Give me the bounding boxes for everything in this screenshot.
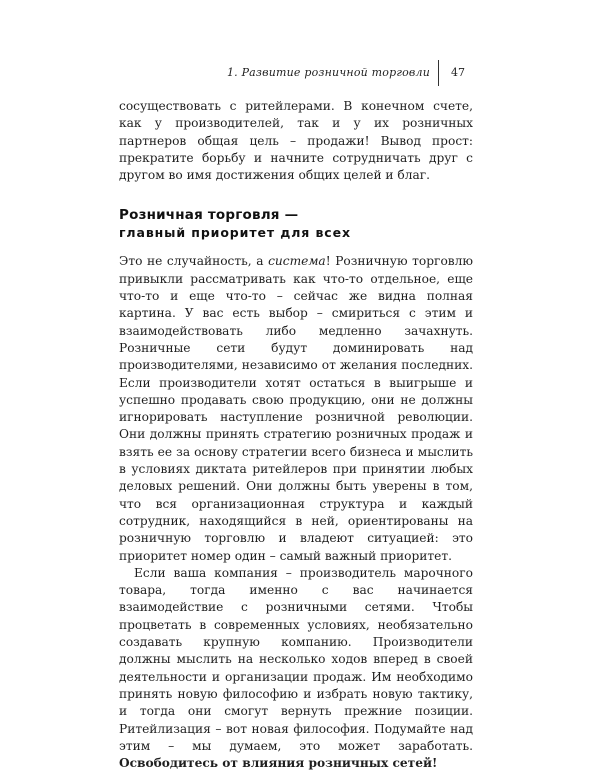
page-number: 47 (451, 66, 465, 79)
section-heading-line1: Розничная торговля — (119, 207, 299, 224)
section-heading-line2: главный приоритет для всех (119, 225, 351, 241)
section-heading (119, 207, 473, 241)
paragraph-1-rest: ! Розничную торговлю привыкли рассматривать как что-то отдельное, еще что-то и еще что-то – сейчас же видна полная картина. У вас есть выбор – смириться с этим и взаимодействовать либо медленно зачахнуть. Розничные сети будут доминировать над производителями, независимо от желания последних. Если производители хотят остаться в выигрыше и успешно продавать свою продукцию, они не должны игнорировать наступление розничной революции. Они должны принять стратегию розничных продаж и взять ее за основу стратегии всего бизнеса и мыслить в условиях диктата ритейлеров при принятии любых деловых решений. Они должны быть уверены в том, что вся организационная структура и каждый сотрудник, находящийся в ней, ориентированы на розничную торговлю и владеют ситуацией: это приоритет номер один – самый важный приоритет. (119, 254, 473, 563)
paragraph-1 (119, 253, 473, 564)
page-body (119, 98, 473, 772)
header-divider (438, 60, 439, 86)
paragraph-2-bold-call: Освободитесь от влияния розничных сетей! (119, 756, 438, 771)
running-title: 1. Развитие розничной торговли (226, 66, 430, 79)
running-header (0, 66, 600, 86)
paragraph-2 (119, 565, 473, 772)
paragraph-1-emphasis: система (268, 254, 326, 269)
paragraph-2-text: Если ваша компания – производитель марочного товара, тогда именно с вас начинается взаимодействие с розничными сетями. Чтобы процветать в современных условиях, необязательно создавать крупную компанию. Производители должны мыслить на несколько ходов вперед в своей деятельности и организации продаж. Им необходимо принять новую философию и избрать новую тактику, и тогда они смогут вернуть прежние позиции. Ритейлизация – вот новая философия. Подумайте над этим – мы думаем, это может заработать. (119, 565, 473, 753)
intro-paragraph: сосуществовать с ритейлерами. В конечном счете, как у производителей, так и у их розничных партнеров общая цель – продажи! Вывод прост: прекратите борьбу и начните сотрудничать друг с другом во имя достижения общих целей и благ. (119, 99, 473, 183)
paragraph-1-start: Это не случайность, а (119, 254, 269, 269)
